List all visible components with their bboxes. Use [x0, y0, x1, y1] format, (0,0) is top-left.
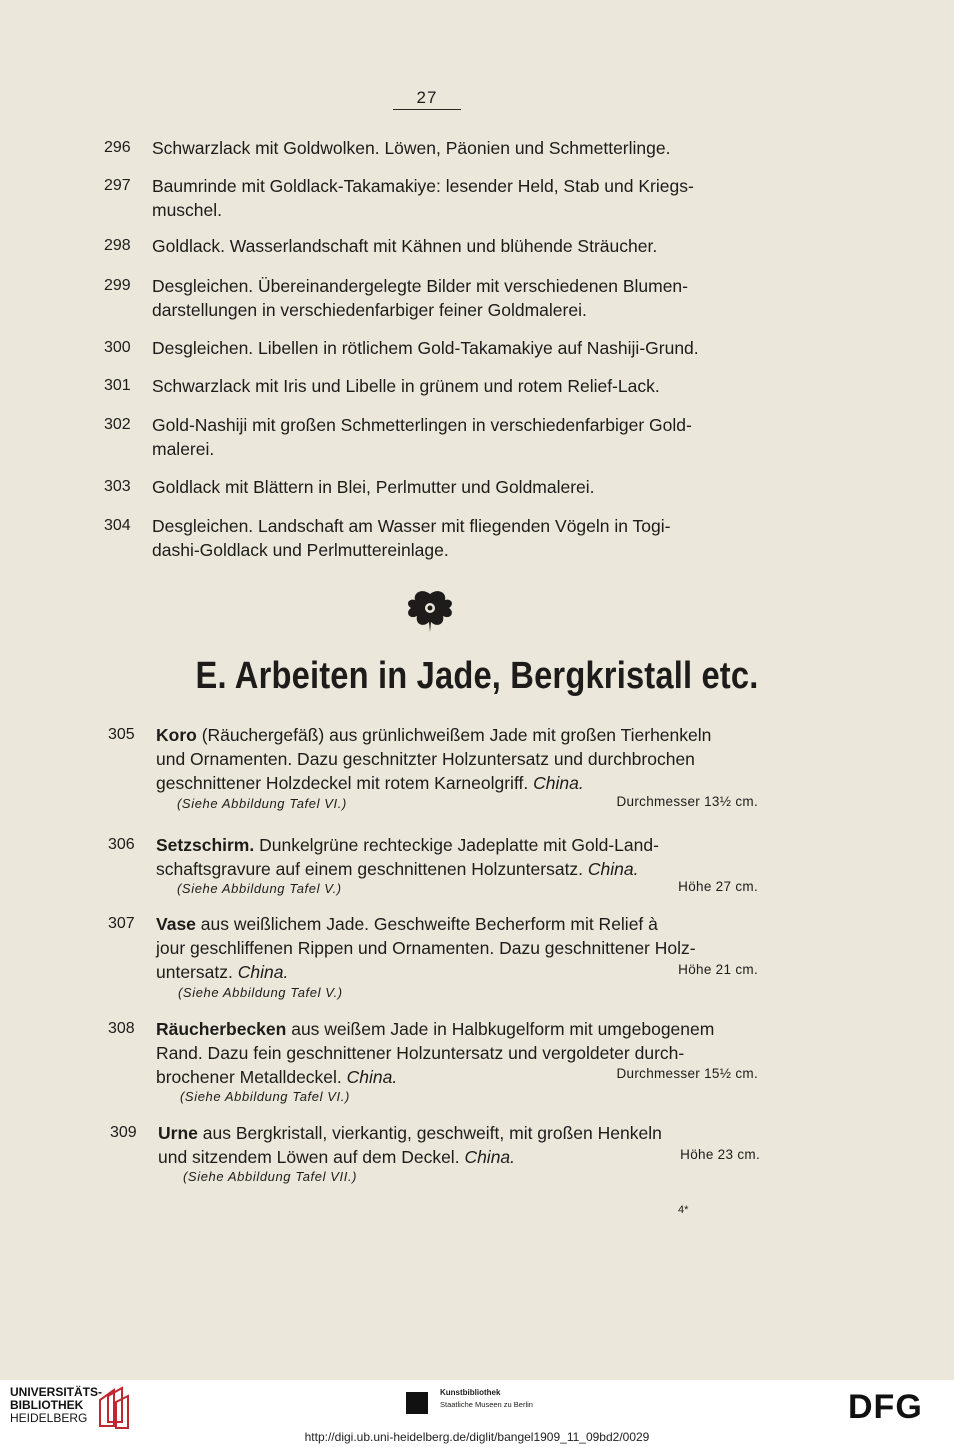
entry-line: Desgleichen. Landschaft am Wasser mit fliegenden Vögeln in Togi- — [152, 516, 671, 536]
item-line: aus weißlichem Jade. Geschweifte Becherform mit Relief à — [195, 914, 658, 934]
entry-line: darstellungen in verschiedenfarbiger feiner Goldmalerei. — [152, 300, 587, 320]
entry-number: 297 — [104, 177, 131, 194]
entry-number: 296 — [104, 139, 131, 156]
item-title: Setzschirm. — [156, 835, 255, 855]
item-origin: China. — [346, 1067, 398, 1087]
item-line: und Ornamenten. Dazu geschnitzter Holzuntersatz und durchbrochen — [156, 749, 695, 769]
item-line: geschnittener Holzdeckel mit rotem Karneolgriff. — [156, 773, 529, 793]
entry-line: malerei. — [152, 439, 215, 459]
item-measure: Höhe 21 cm. — [678, 962, 758, 977]
entry-line: Goldlack. Wasserlandschaft mit Kähnen und blühende Sträucher. — [152, 236, 658, 256]
entry-number: 304 — [104, 517, 131, 534]
kb-title: Kunstbibliothek — [440, 1388, 501, 1397]
item-measure: Durchmesser 13½ cm. — [616, 794, 758, 809]
item-line: brochener Metalldeckel. — [156, 1067, 342, 1087]
entry-number: 303 — [104, 478, 131, 495]
ub-heidelberg-logo[interactable] — [10, 1386, 102, 1425]
kb-subtitle: Staatliche Museen zu Berlin — [440, 1400, 533, 1409]
item-reference: (Siehe Abbildung Tafel V.) — [177, 881, 342, 896]
repository-footer — [0, 1380, 954, 1447]
dfg-logo[interactable]: DFG — [848, 1388, 923, 1426]
ub-logo-line: BIBLIOTHEK — [10, 1398, 84, 1412]
item-line: (Räuchergefäß) aus grünlichweißem Jade mit großen Tierhenkeln — [196, 725, 712, 745]
item-origin: China. — [464, 1147, 516, 1167]
entry-line: Schwarzlack mit Iris und Libelle in grünem und rotem Relief-Lack. — [152, 376, 660, 396]
item-measure: Höhe 23 cm. — [680, 1147, 760, 1162]
entry-number: 302 — [104, 416, 131, 433]
entry-line: Desgleichen. Libellen in rötlichem Gold-Takamakiye auf Nashiji-Grund. — [152, 338, 699, 358]
page-number: 27 — [393, 88, 461, 110]
item-reference: (Siehe Abbildung Tafel VI.) — [177, 796, 347, 811]
entry-line: Schwarzlack mit Goldwolken. Löwen, Päonien und Schmetterlinge. — [152, 138, 671, 158]
entry-number: 298 — [104, 237, 131, 254]
entry-line: dashi-Goldlack und Perlmuttereinlage. — [152, 540, 449, 560]
item-measure: Höhe 27 cm. — [678, 879, 758, 894]
entry-number: 301 — [104, 377, 131, 394]
item-number: 305 — [108, 726, 135, 743]
entry-line: Gold-Nashiji mit großen Schmetterlingen in verschiedenfarbiger Gold- — [152, 415, 692, 435]
item-reference: (Siehe Abbildung Tafel V.) — [178, 985, 343, 1000]
item-line: aus Bergkristall, vierkantig, geschweift, mit großen Henkeln — [197, 1123, 662, 1143]
signature-mark: 4* — [678, 1204, 689, 1216]
ub-logo-line: HEIDELBERG — [10, 1411, 88, 1425]
floral-ornament-icon — [403, 588, 457, 634]
item-number: 306 — [108, 836, 135, 853]
permalink-url[interactable]: http://digi.ub.uni-heidelberg.de/diglit/bangel1909_11_09bd2/0029 — [304, 1430, 650, 1444]
item-line: Rand. Dazu fein geschnittener Holzuntersatz und vergoldeter durch- — [156, 1043, 685, 1063]
section-heading: E. Arbeiten in Jade, Bergkristall etc. — [195, 655, 759, 697]
item-reference: (Siehe Abbildung Tafel VI.) — [180, 1089, 350, 1104]
entry-line: Goldlack mit Blättern in Blei, Perlmutter und Goldmalerei. — [152, 477, 595, 497]
item-number: 309 — [110, 1124, 137, 1141]
item-line: und sitzendem Löwen auf dem Deckel. — [158, 1147, 460, 1167]
ub-mark-icon — [96, 1386, 132, 1430]
entry-number: 300 — [104, 339, 131, 356]
item-number: 307 — [108, 915, 135, 932]
item-measure: Durchmesser 15½ cm. — [616, 1066, 758, 1081]
item-origin: China. — [587, 859, 639, 879]
item-title: Räucherbecken — [156, 1019, 287, 1039]
entry-line: muschel. — [152, 200, 223, 220]
kb-mark-icon — [406, 1392, 428, 1414]
item-title: Koro — [156, 725, 197, 745]
item-line: Dunkelgrüne rechteckige Jadeplatte mit Gold-Land- — [254, 835, 659, 855]
ub-logo-line: UNIVERSITÄTS- — [10, 1385, 103, 1399]
item-number: 308 — [108, 1020, 135, 1037]
item-line: jour geschliffenen Rippen und Ornamenten. Dazu geschnittener Holz- — [156, 938, 696, 958]
item-title: Vase — [156, 914, 196, 934]
item-line: aus weißem Jade in Halbkugelform mit umgebogenem — [286, 1019, 715, 1039]
item-origin: China. — [533, 773, 584, 793]
item-line: schaftsgravure auf einem geschnittenen Holzuntersatz. — [156, 859, 584, 879]
item-title: Urne — [158, 1123, 198, 1143]
item-origin: China. — [237, 962, 289, 982]
entry-number: 299 — [104, 277, 131, 294]
item-line: untersatz. — [156, 962, 233, 982]
entry-line: Desgleichen. Übereinandergelegte Bilder mit verschiedenen Blumen- — [152, 276, 688, 296]
item-reference: (Siehe Abbildung Tafel VII.) — [183, 1169, 358, 1184]
entry-line: Baumrinde mit Goldlack-Takamakiye: lesender Held, Stab und Kriegs- — [152, 176, 694, 196]
